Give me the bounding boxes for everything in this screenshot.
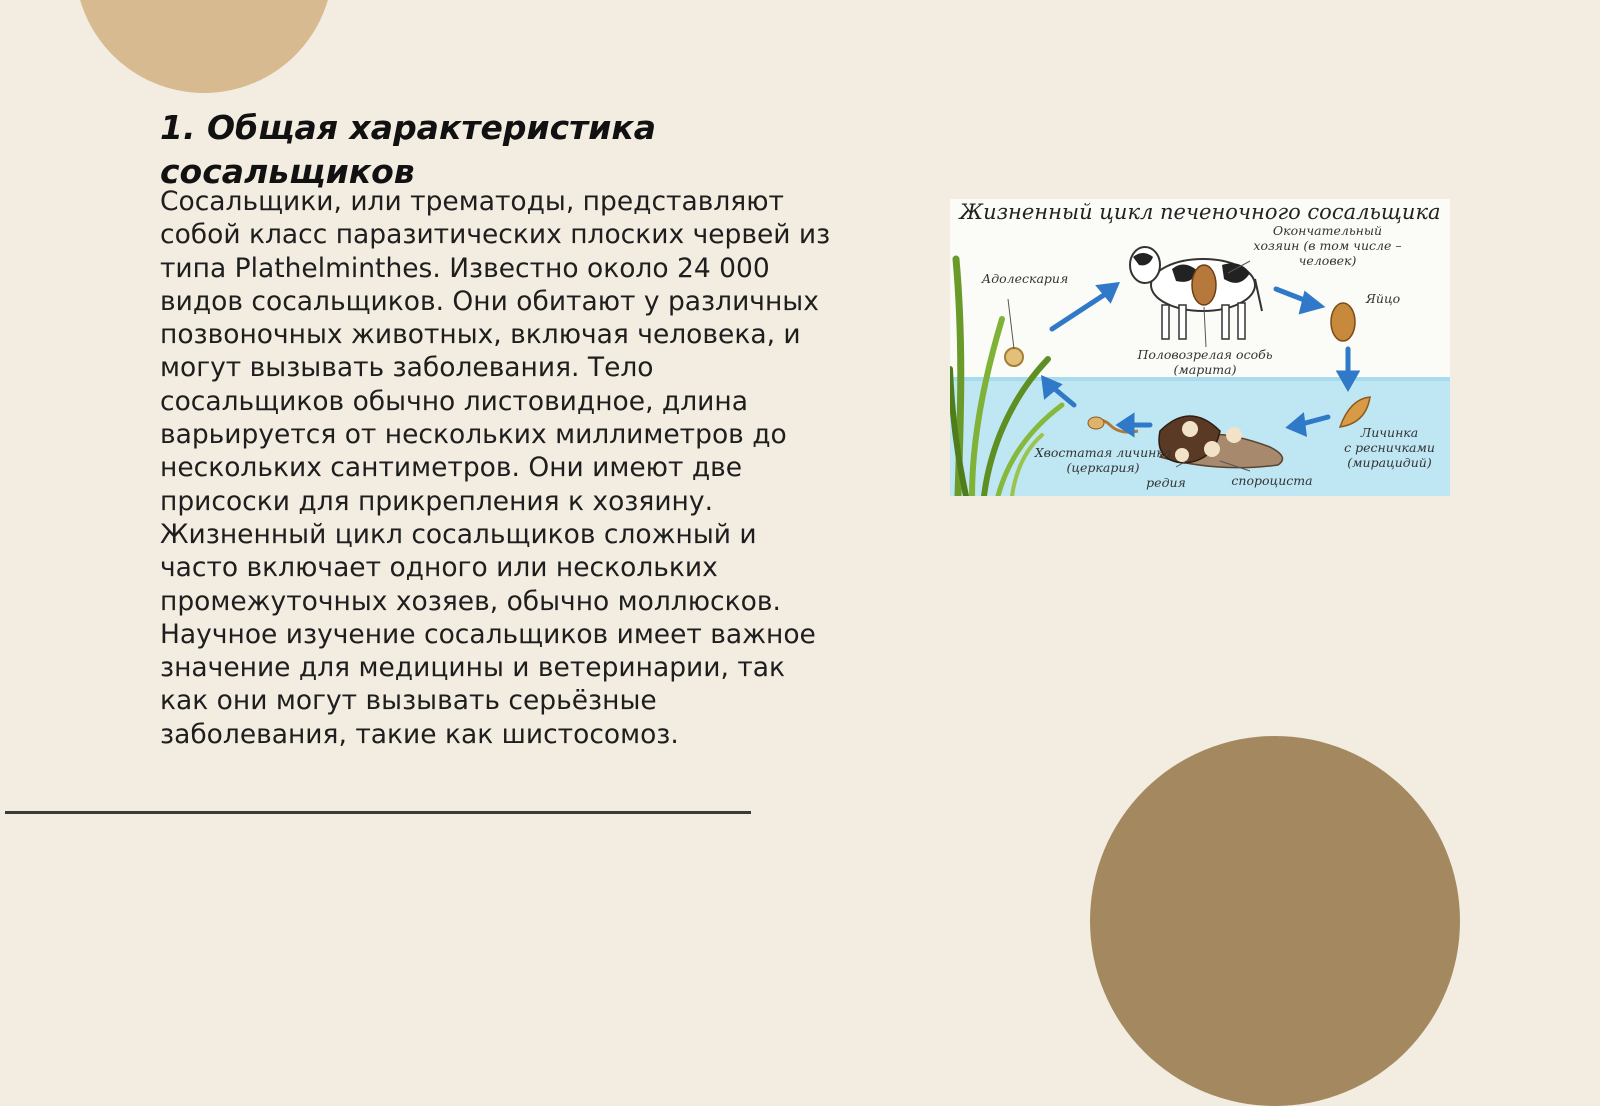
- decor-circle-bottom: [1090, 736, 1460, 1106]
- figure-title: Жизненный цикл печеночного сосальщика: [959, 200, 1441, 224]
- label-final-host: Окончательный хозяин (в том числе – человек): [1253, 223, 1402, 268]
- egg-icon: [1331, 303, 1355, 341]
- label-sporocyst: спороциста: [1231, 473, 1313, 488]
- adolescaria-icon: [1005, 348, 1023, 366]
- decor-circle-top: [75, 0, 333, 93]
- label-adolescaria: Адолескария: [981, 271, 1069, 286]
- divider-line: [5, 811, 751, 814]
- slide-body-text: Сосальщики, или трематоды, представляют собой класс паразитических плоских червей из типа Plathelminthes. Известно около 24 000 видов сосальщиков. Они обитают у различных позвоночных животных, включая человека, и могут вызывать заболевания. Тело сосальщиков обычно листовидное, длина варьируется от нескольких миллиметров до нескольких сантиметров. Они имеют две присоски для прикрепления к хозяину. Жизненный цикл сосальщиков сложный и часто включает одного или нескольких промежуточных хозяев, обычно моллюсков. Научное изучение сосальщиков имеет важное значение для медицины и ветеринарии, так как они могут вызывать серьёзные заболевания, такие как шистосомоз.: [160, 186, 831, 750]
- label-redia: редия: [1146, 475, 1186, 490]
- slide-title: 1. Общая характеристика сосальщиков: [160, 108, 657, 191]
- label-miracidium: Личинка с ресничками (мирацидий): [1344, 425, 1435, 470]
- label-egg: Яйцо: [1365, 291, 1401, 306]
- label-marita: Половозрелая особь (марита): [1137, 347, 1273, 377]
- label-cercaria: Хвостатая личинка (церкария): [1034, 445, 1172, 475]
- lifecycle-figure: [950, 199, 1450, 496]
